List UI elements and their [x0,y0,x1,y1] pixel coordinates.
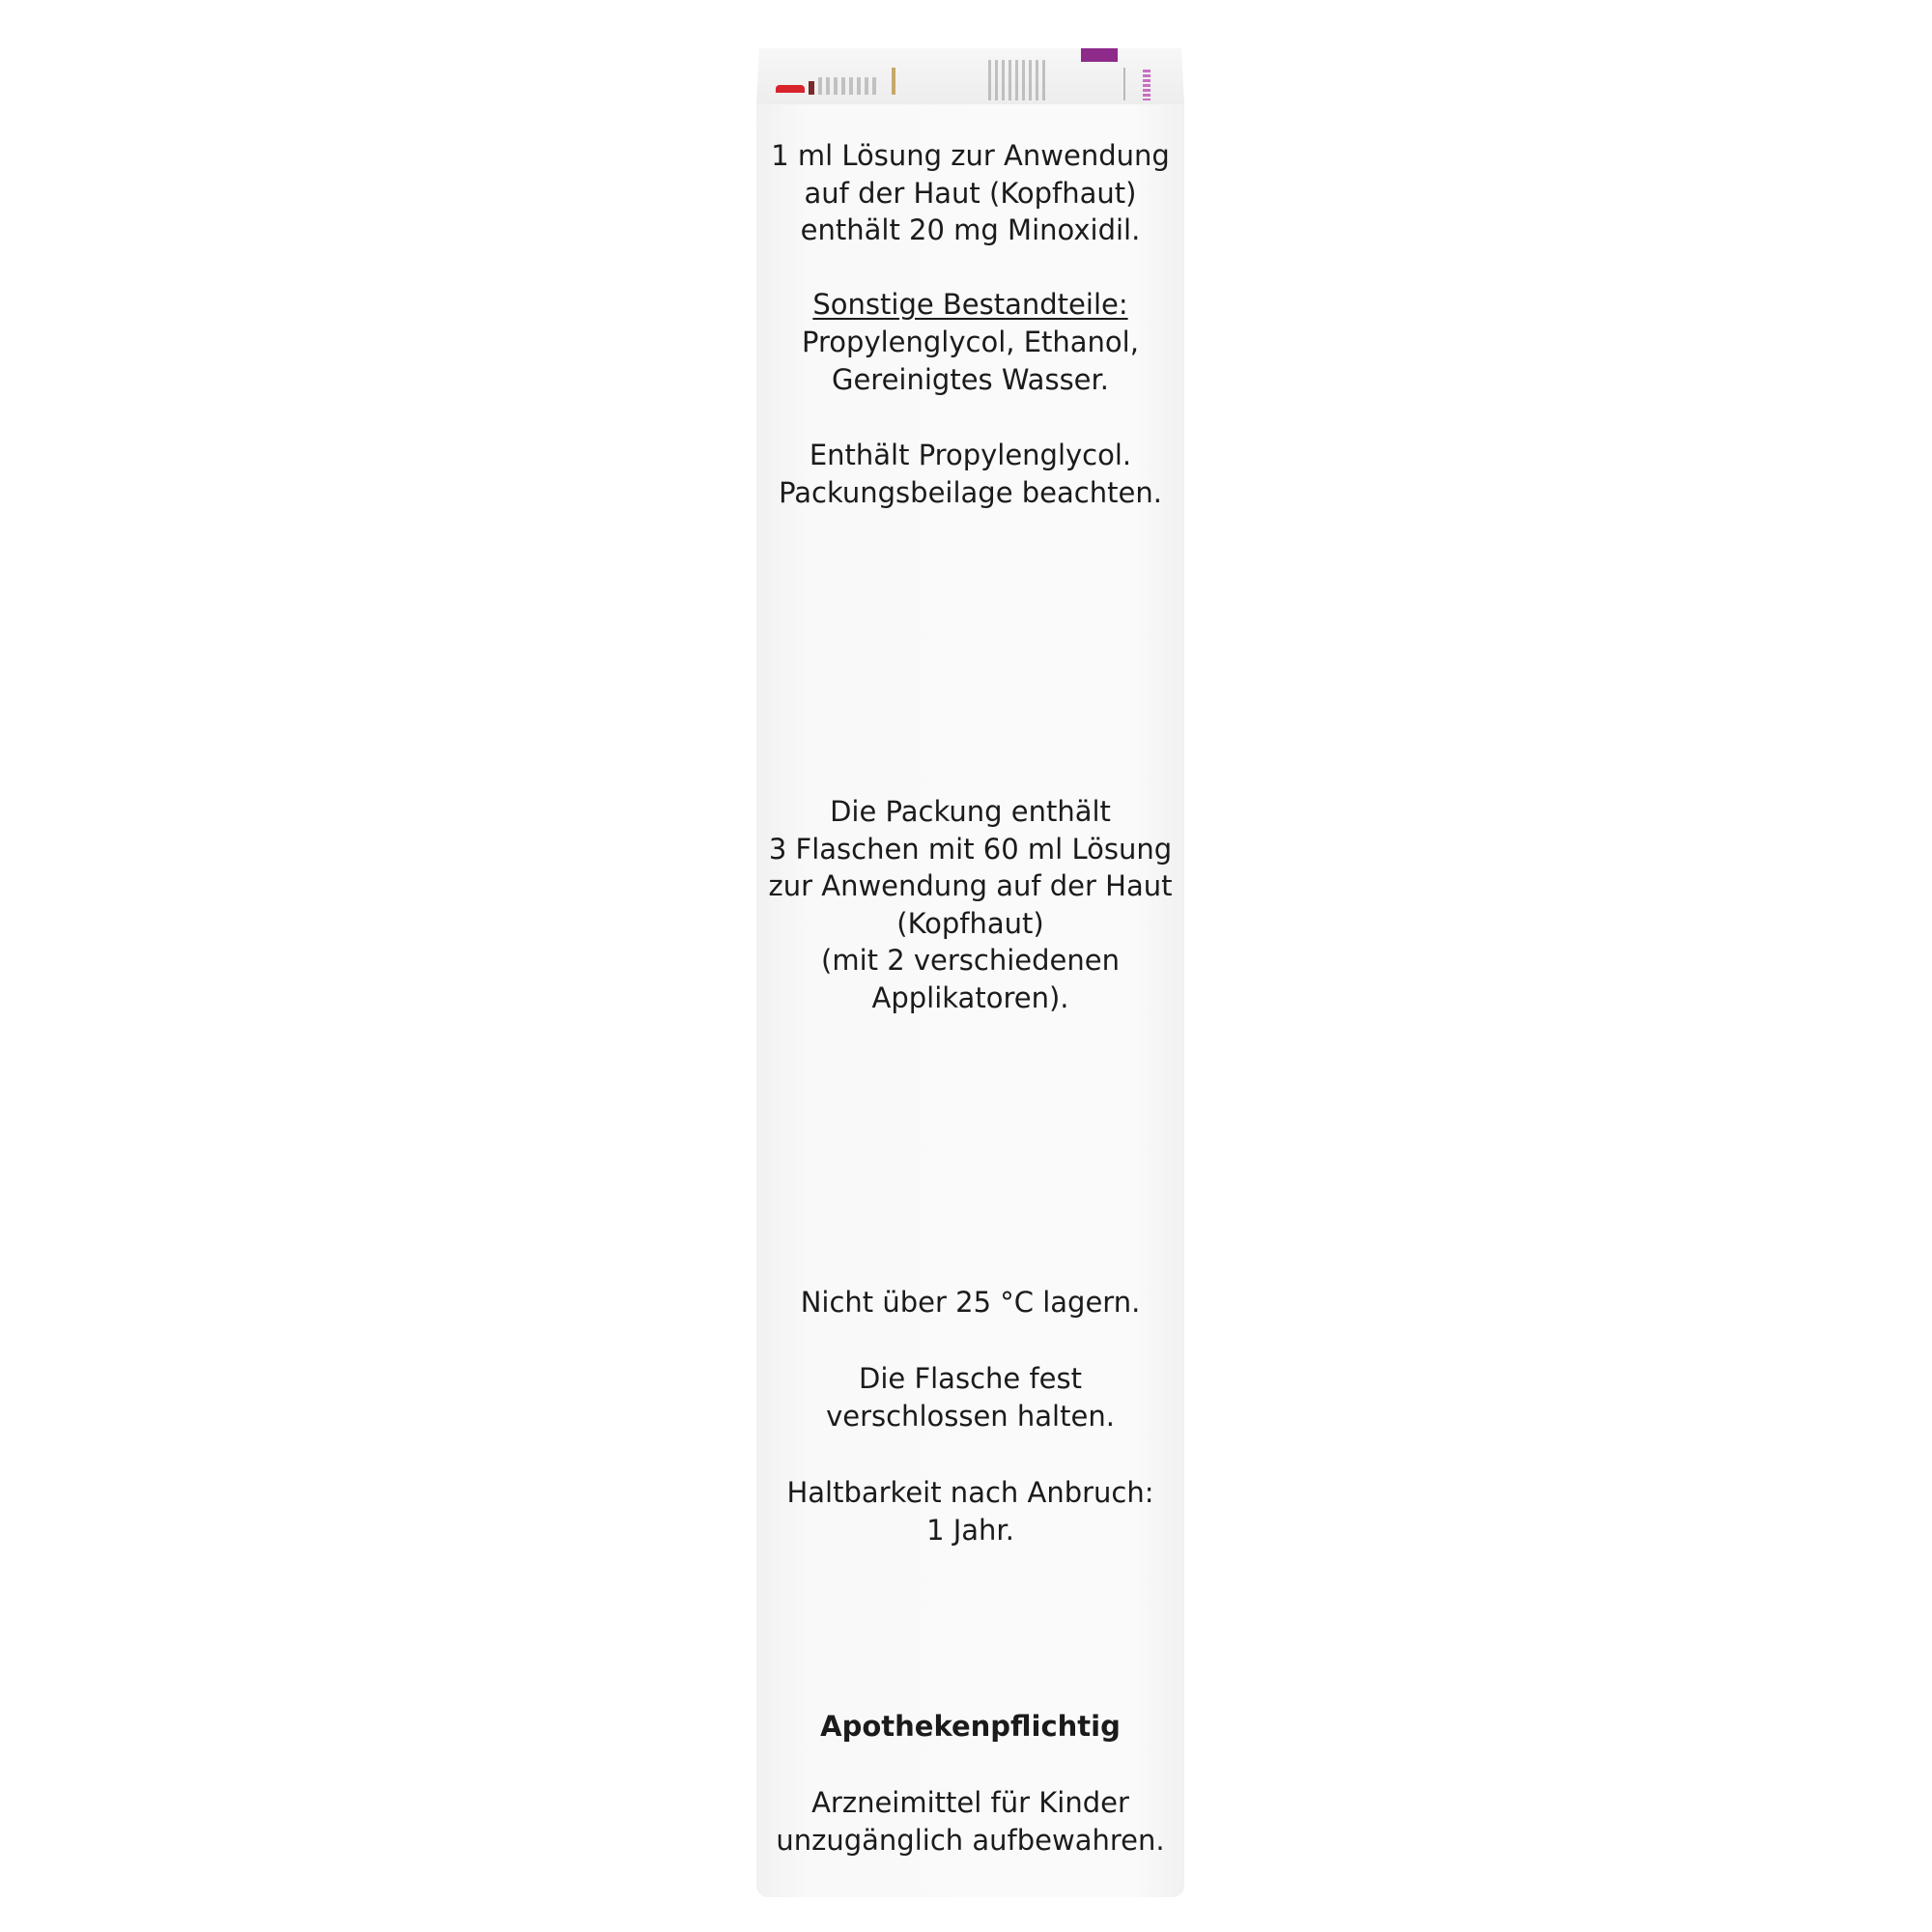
logo-graphic-fragment [818,77,876,95]
package-contents-text: Die Packung enthält 3 Flaschen mit 60 ml Lösung zur Anwendung auf der Haut (Kopfhaut) (mit 2 verschiedenen Applikatoren). [768,795,1173,1014]
other-ingredients-text: Propylenglycol, Ethanol, Gereinigtes Wasser. [802,326,1139,396]
storage-closure-text: Die Flasche fest verschlossen halten. [826,1362,1115,1433]
purple-stripe-graphic [1143,70,1151,100]
carton-top-flap [756,48,1184,104]
storage-temperature-text: Nicht über 25 °C lagern. [800,1286,1141,1319]
gold-line-graphic [892,68,895,95]
carton-side-panel [756,104,1184,1897]
red-bottle-cap-graphic [776,85,805,93]
composition-text: 1 ml Lösung zur Anwendung auf der Haut (Kopfhaut) enthält 20 mg Minoxidil. [771,139,1170,246]
product-graphic-fragment [809,81,814,95]
child-safety-warning: Arzneimittel für Kinder unzugänglich aufbewahren. [776,1786,1165,1857]
propylene-glycol-warning: Enthält Propylenglycol. Packungsbeilage beachten. [779,439,1162,509]
pharmacy-only-label: Apothekenpflichtig [820,1710,1121,1743]
shelf-life-text: Haltbarkeit nach Anbruch: 1 Jahr. [786,1476,1154,1547]
purple-strength-badge [1081,48,1118,62]
other-ingredients-heading: Sonstige Bestandteile: [812,288,1128,321]
divider-line [1123,68,1125,100]
brand-name-graphic [988,60,1046,100]
